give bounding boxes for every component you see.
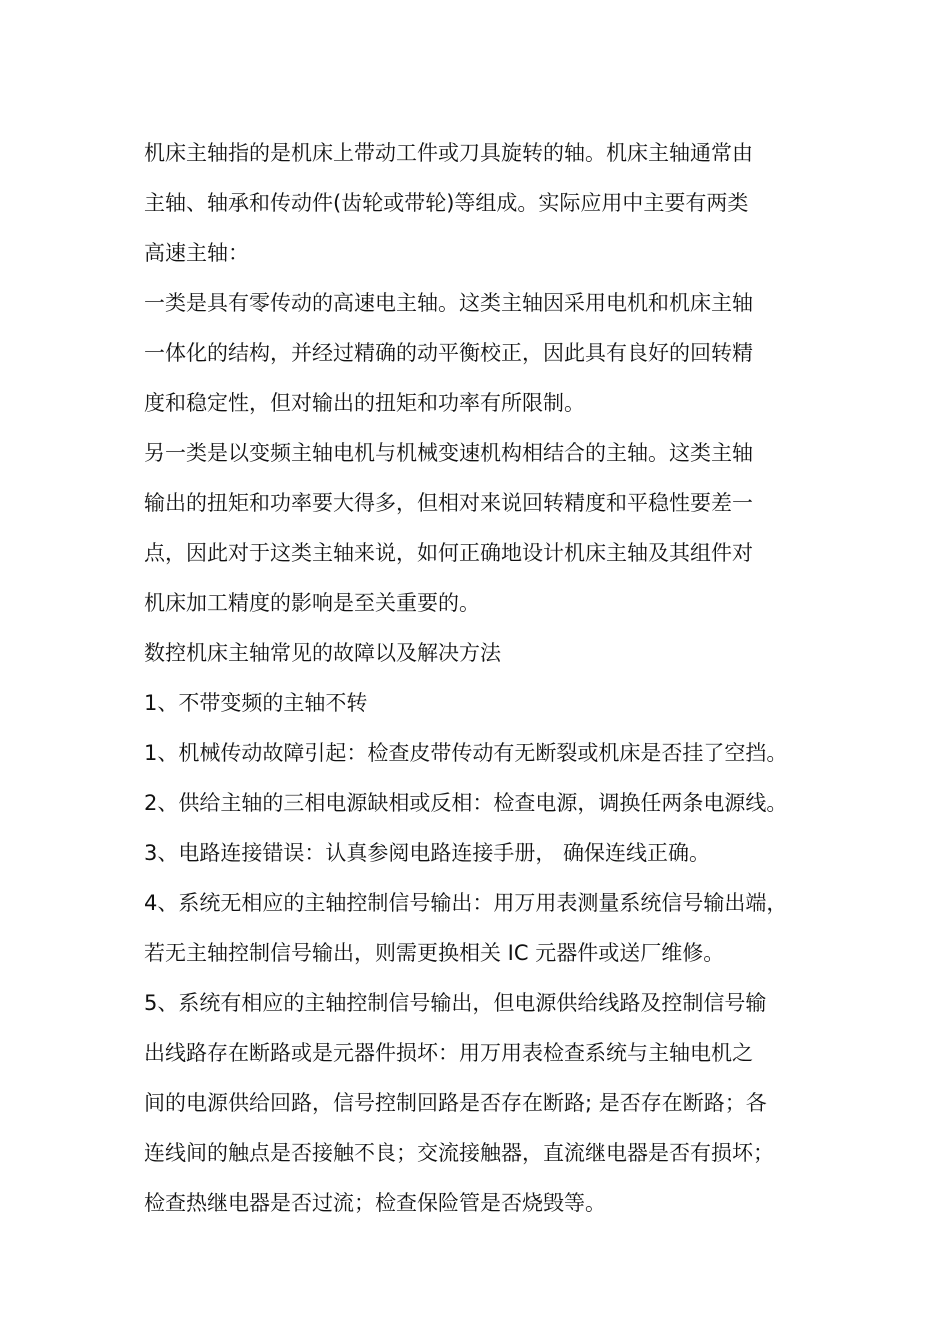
list-item: 4、系统无相应的主轴控制信号输出：用万用表测量系统信号输出端， [144, 891, 788, 915]
list-item-continuation: 间的电源供给回路，信号控制回路是否存在断路; 是否存在断路；各 [144, 1091, 767, 1115]
body-line: 一体化的结构，并经过精确的动平衡校正，因此具有良好的回转精 [144, 341, 753, 365]
body-line: 机床加工精度的影响是至关重要的。 [144, 591, 480, 615]
list-item: 5、系统有相应的主轴控制信号输出，但电源供给线路及控制信号输 [144, 991, 767, 1015]
list-item-continuation: 若无主轴控制信号输出，则需更换相关 IC 元器件或送厂维修。 [144, 941, 725, 965]
body-line: 机床主轴指的是机床上带动工件或刀具旋转的轴。机床主轴通常由 [144, 141, 753, 165]
subsection-heading: 1、不带变频的主轴不转 [144, 691, 368, 715]
body-line: 输出的扭矩和功率要大得多，但相对来说回转精度和平稳性要差一 [144, 491, 753, 515]
list-item-continuation: 连线间的触点是否接触不良；交流接触器，直流继电器是否有损坏； [144, 1141, 774, 1165]
list-item: 2、供给主轴的三相电源缺相或反相：检查电源，调换任两条电源线。 [144, 791, 788, 815]
body-line: 点，因此对于这类主轴来说，如何正确地设计机床主轴及其组件对 [144, 541, 753, 565]
list-item: 3、电路连接错误：认真参阅电路连接手册， 确保连线正确。 [144, 841, 711, 865]
list-item-continuation: 检查热继电器是否过流；检查保险管是否烧毁等。 [144, 1191, 606, 1215]
list-item-continuation: 出线路存在断路或是元器件损坏：用万用表检查系统与主轴电机之 [144, 1041, 753, 1065]
document-body [144, 128, 814, 1228]
list-item: 1、机械传动故障引起：检查皮带传动有无断裂或机床是否挂了空挡。 [144, 741, 788, 765]
section-heading: 数控机床主轴常见的故障以及解决方法 [144, 641, 501, 665]
body-line: 另一类是以变频主轴电机与机械变速机构相结合的主轴。这类主轴 [144, 441, 753, 465]
body-line: 度和稳定性，但对输出的扭矩和功率有所限制。 [144, 391, 585, 415]
body-line: 一类是具有零传动的高速电主轴。这类主轴因采用电机和机床主轴 [144, 291, 753, 315]
body-line: 高速主轴： [144, 241, 249, 265]
body-line: 主轴、轴承和传动件(齿轮或带轮)等组成。实际应用中主要有两类 [144, 191, 749, 215]
